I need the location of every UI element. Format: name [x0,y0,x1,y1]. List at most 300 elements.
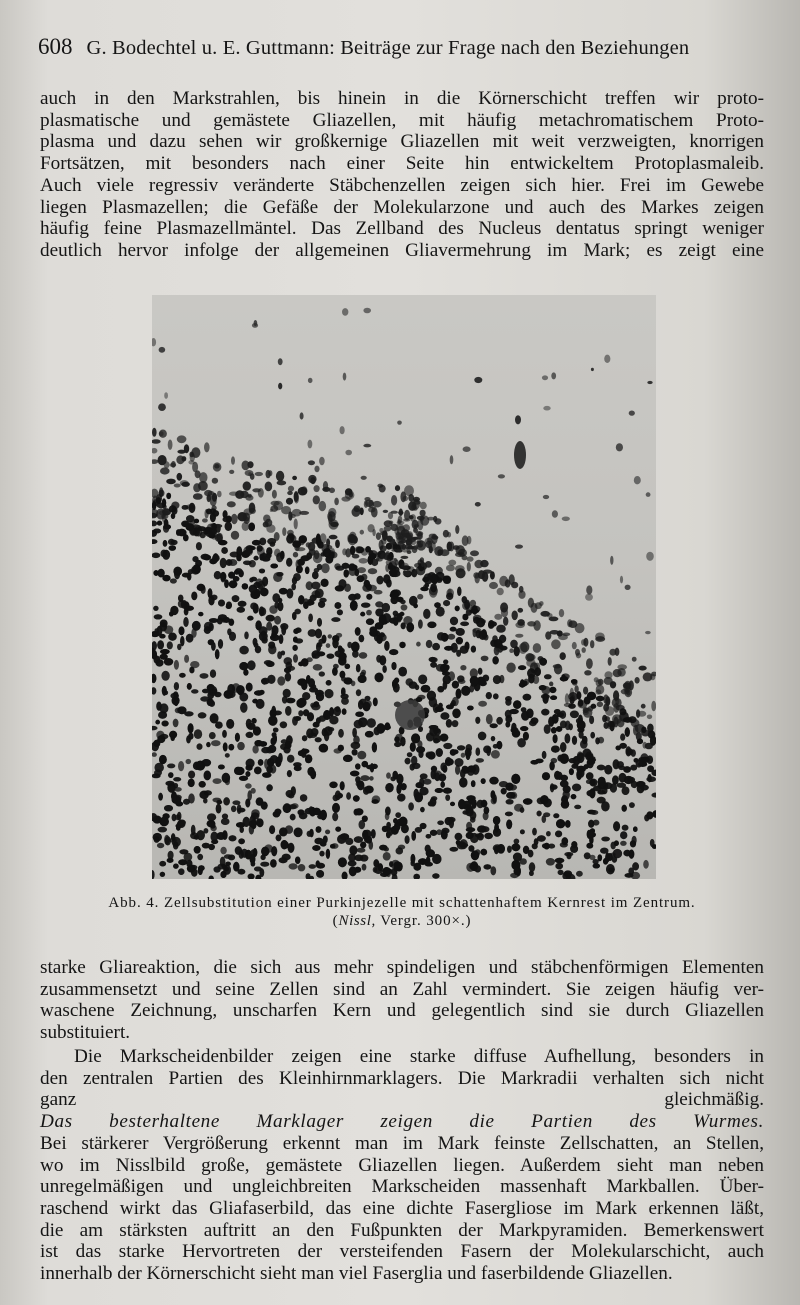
cell-nucleus [462,596,467,603]
cell-nucleus [405,758,411,765]
cell-nucleus [366,610,372,616]
cell-nucleus [293,654,298,663]
cell-nucleus [158,793,163,801]
cell-nucleus [248,546,255,550]
cell-nucleus [634,758,639,763]
cell-nucleus [252,745,258,753]
cell-nucleus [465,808,473,816]
cell-nucleus [234,570,240,575]
text-line: raschend wirkt das Gliafaserbild, das eine dichte Fasergliose im Mark erkennen läßt, [40,1197,764,1219]
cell-nucleus [338,857,347,867]
cell-nucleus [160,467,170,474]
cell-nucleus [272,490,277,499]
cell-nucleus [376,532,381,540]
cell-nucleus [153,833,162,842]
cell-nucleus [225,522,232,531]
cell-nucleus [283,689,291,698]
cell-nucleus [461,686,470,696]
cell-nucleus [570,711,579,719]
cell-nucleus [625,585,631,590]
cell-nucleus [620,576,623,584]
cell-nucleus [408,802,414,810]
cell-nucleus [394,864,399,872]
cell-nucleus [431,770,436,780]
cell-nucleus [590,640,594,648]
cell-nucleus [167,858,174,863]
text-line: auch in den Markstrahlen, bis hinein in die Körnerschicht treffen wir proto- [40,88,764,109]
cell-nucleus [549,682,553,687]
cell-nucleus [513,853,522,862]
cell-nucleus [204,442,210,452]
cell-nucleus [294,493,299,504]
cell-nucleus [246,732,254,738]
cell-nucleus [323,836,328,844]
cell-nucleus [409,596,418,606]
micrograph-figure [152,295,656,879]
cell-nucleus [223,742,228,751]
cell-nucleus [201,554,210,560]
cell-nucleus [187,573,191,581]
cell-nucleus [553,813,559,818]
text-line: wo im Nisslbild große, gemästete Gliazellen liegen. Außerdem sieht man neben [40,1154,764,1176]
cell-nucleus [615,648,620,656]
cell-nucleus [414,570,417,575]
cell-nucleus [417,532,423,539]
cell-nucleus [561,800,569,809]
cell-nucleus [427,622,436,629]
cell-nucleus [646,492,651,497]
cell-nucleus [363,444,371,448]
cell-nucleus [251,861,256,866]
cell-nucleus [236,554,241,561]
cell-nucleus [356,547,364,554]
cell-nucleus [226,559,233,566]
cell-nucleus [401,622,406,629]
cell-nucleus [235,733,240,742]
cell-nucleus [612,775,619,784]
cell-nucleus [587,790,595,796]
cell-nucleus [481,849,488,856]
cell-nucleus [344,569,349,577]
cell-nucleus [231,514,238,524]
cell-nucleus [355,712,364,717]
cell-nucleus [421,561,424,567]
cell-nucleus [486,692,492,699]
cell-nucleus [259,606,265,616]
running-title: G. Bodechtel u. E. Guttmann: Beiträge zur Frage nach den Beziehungen [86,37,690,59]
cell-nucleus [481,656,489,662]
cell-nucleus [586,658,593,669]
cell-nucleus [420,516,424,522]
cell-nucleus [238,570,243,577]
cell-nucleus [460,622,469,627]
cell-nucleus [445,758,454,765]
cell-nucleus [391,549,397,552]
cell-nucleus [448,560,456,566]
cell-nucleus [392,589,401,596]
cell-nucleus [466,832,474,839]
cell-nucleus [361,603,370,608]
cell-nucleus [297,559,305,566]
cell-nucleus [178,595,183,602]
cell-nucleus [365,731,374,738]
cell-nucleus [533,643,541,653]
caption-magnification: Vergr. 300×.) [380,913,472,929]
cell-nucleus [436,607,445,617]
cell-nucleus [363,308,371,314]
cell-nucleus [567,619,572,627]
cell-nucleus [354,720,363,729]
cell-nucleus [319,457,325,466]
cell-nucleus [546,831,551,836]
cell-nucleus [245,771,250,777]
cell-nucleus [468,845,474,851]
cell-nucleus [535,667,541,676]
cell-nucleus [604,671,612,679]
cell-nucleus [490,723,498,728]
cell-nucleus [494,614,502,620]
cell-nucleus [177,473,183,481]
cell-nucleus [394,736,399,742]
cell-nucleus [496,717,503,725]
cell-nucleus [306,581,313,590]
cell-nucleus [560,775,568,781]
cell-nucleus [393,611,398,617]
cell-nucleus [239,662,248,670]
cell-nucleus [188,723,194,733]
cell-nucleus [519,643,528,654]
cell-nucleus [383,510,388,513]
cell-nucleus [352,650,359,658]
cell-nucleus [391,826,399,835]
cell-nucleus [317,564,322,570]
cell-nucleus [435,788,444,793]
cell-nucleus [194,729,202,739]
cell-nucleus [548,717,554,727]
cell-nucleus [158,403,166,411]
cell-nucleus [223,797,230,805]
cell-nucleus [166,493,171,499]
cell-nucleus [420,502,427,510]
cell-nucleus [467,556,474,561]
cell-nucleus [560,652,566,660]
cell-nucleus [478,732,486,741]
cell-nucleus [286,662,293,670]
cell-nucleus [635,677,640,684]
cell-nucleus [174,682,179,690]
cell-nucleus [443,743,452,749]
cell-nucleus [363,702,371,712]
cell-nucleus [180,480,189,486]
cell-nucleus [503,617,508,626]
cell-nucleus [598,679,604,686]
cell-nucleus [385,783,393,792]
cell-nucleus [327,511,335,522]
cell-nucleus [484,807,490,815]
cell-nucleus [559,609,564,617]
cell-nucleus [155,628,160,633]
cell-nucleus [434,546,443,556]
cell-nucleus [346,792,351,799]
cell-nucleus [472,605,478,615]
cell-nucleus [209,558,217,564]
cell-nucleus [215,722,223,729]
cell-nucleus [399,509,403,516]
cell-nucleus [355,763,360,769]
cell-nucleus [590,732,595,739]
cell-nucleus [597,797,606,804]
cell-nucleus [372,742,377,752]
cell-nucleus [383,852,391,861]
cell-nucleus [338,652,346,661]
cell-nucleus [432,576,438,585]
cell-nucleus [546,858,555,866]
cell-nucleus [551,727,557,733]
cell-nucleus [300,412,304,419]
cell-nucleus [282,527,286,536]
cell-nucleus [286,558,292,567]
cell-nucleus [335,540,340,549]
cell-nucleus [298,595,304,604]
cell-nucleus [182,505,189,510]
cell-nucleus [319,744,328,753]
cell-nucleus [569,768,574,775]
cell-nucleus [332,638,338,648]
cell-nucleus [614,840,619,846]
cell-nucleus [309,806,314,815]
cell-nucleus [579,731,584,739]
caption-paren: ( [332,913,339,929]
cell-nucleus [420,587,428,591]
cell-nucleus [483,570,492,574]
cell-nucleus [240,703,247,713]
cell-nucleus [357,751,366,760]
cell-nucleus [255,472,263,476]
cell-nucleus [312,571,319,579]
cell-nucleus [397,421,402,425]
cell-nucleus [526,659,535,667]
cell-nucleus [203,798,207,804]
cell-nucleus [610,721,615,731]
cell-nucleus [408,546,412,549]
cell-nucleus [619,773,627,783]
cell-nucleus [260,862,269,867]
cell-nucleus [296,699,305,708]
cell-nucleus [606,864,615,874]
cell-nucleus [455,565,465,572]
cell-nucleus [312,653,316,658]
cell-nucleus [186,523,194,531]
cell-nucleus [371,829,376,838]
cell-nucleus [340,426,345,434]
cell-nucleus [342,308,348,316]
cell-nucleus [543,812,550,817]
cell-nucleus [167,764,175,769]
cell-nucleus [232,595,240,602]
cell-nucleus [362,864,367,871]
cell-nucleus [475,502,481,507]
cell-nucleus [623,850,631,857]
cell-nucleus [404,571,411,576]
cell-nucleus [459,777,467,787]
cell-nucleus [470,550,479,556]
cell-nucleus [571,794,577,799]
cell-nucleus [330,844,335,849]
cell-nucleus [238,838,245,844]
cell-nucleus [544,674,552,679]
cell-nucleus [577,691,582,699]
cell-nucleus [595,737,600,744]
cell-nucleus [174,660,179,670]
cell-nucleus [301,680,307,690]
cell-nucleus [239,776,248,781]
cell-nucleus [420,510,426,517]
text-line: unregelmäßigen und ungleichbreiten Markscheiden massenhaft Markballen. Über- [40,1176,764,1198]
cell-nucleus [156,659,164,666]
cell-nucleus [279,634,284,644]
cell-nucleus [398,667,407,677]
cell-nucleus [512,843,521,851]
cell-nucleus [450,455,454,464]
cell-nucleus [452,681,459,689]
cell-nucleus [523,694,532,701]
cell-nucleus [370,553,376,559]
cell-nucleus [329,716,338,725]
cell-nucleus [259,538,266,546]
cell-nucleus [386,831,391,838]
cell-nucleus [368,507,375,512]
text-line: deutlich hervor infolge der allgemeinen Gliavermehrung im Mark; es zeigt eine [40,239,764,261]
cell-nucleus [238,601,247,607]
cell-nucleus [418,619,423,628]
cell-nucleus [276,835,282,842]
cell-nucleus [528,674,534,684]
cell-nucleus [622,825,629,831]
cell-nucleus [193,483,201,492]
cell-nucleus [569,723,573,730]
cell-nucleus [357,575,365,582]
cell-nucleus [359,558,368,564]
cell-nucleus [391,596,399,604]
cell-nucleus [355,569,360,577]
cell-nucleus [227,501,236,507]
cell-nucleus [556,726,562,732]
cell-nucleus [639,666,647,671]
cell-nucleus [237,512,247,521]
cell-nucleus [481,800,488,808]
cell-nucleus [240,827,244,833]
cell-nucleus [338,729,344,738]
cell-nucleus [372,529,375,536]
cell-nucleus [507,846,512,853]
cell-nucleus [196,542,202,550]
cell-nucleus [271,706,276,716]
cell-nucleus [240,491,249,498]
cell-nucleus [223,517,232,523]
cell-nucleus [366,594,372,600]
cell-nucleus [578,768,584,777]
cell-nucleus [361,476,367,480]
cell-nucleus [496,625,506,633]
cell-nucleus [242,461,250,471]
cell-nucleus [433,735,441,743]
cell-nucleus [391,495,397,506]
cell-nucleus [552,510,558,517]
cell-nucleus [412,507,417,511]
cell-nucleus [259,632,268,642]
cell-nucleus [505,812,513,817]
cell-nucleus [169,731,177,739]
cell-nucleus [484,864,492,869]
cell-nucleus [379,528,383,533]
cell-nucleus [207,820,216,827]
cell-nucleus [270,634,280,641]
cell-nucleus [210,670,216,678]
cell-nucleus [583,638,588,647]
cell-nucleus [451,643,458,653]
cell-nucleus [198,526,206,531]
cell-nucleus [158,827,167,833]
cell-nucleus [279,857,288,863]
cell-nucleus [290,814,296,821]
cell-nucleus [515,415,521,424]
cell-nucleus [604,716,610,721]
cell-nucleus [401,824,409,833]
cell-nucleus [320,810,327,820]
cell-nucleus [386,772,391,778]
cell-nucleus [348,563,355,570]
cell-nucleus [553,734,558,743]
cell-nucleus [414,500,421,504]
cell-nucleus [455,833,463,841]
cell-nucleus [239,850,244,859]
cell-nucleus [586,772,594,779]
cell-nucleus [604,722,609,729]
cell-nucleus [492,656,498,664]
cell-nucleus [643,742,647,749]
cell-nucleus [252,718,257,724]
cell-nucleus [494,846,499,854]
cell-nucleus [338,745,344,752]
cell-nucleus [172,696,180,705]
cell-nucleus [452,709,460,719]
cell-nucleus [531,603,538,613]
cell-nucleus [598,854,603,861]
cell-nucleus [155,720,160,725]
cell-nucleus [292,716,298,725]
cell-nucleus [198,612,203,616]
cell-nucleus [393,683,400,693]
cell-nucleus [629,802,635,808]
cell-nucleus [218,765,225,770]
cell-nucleus [572,736,577,745]
cell-nucleus [445,795,450,801]
cell-nucleus [515,634,523,638]
cell-nucleus [373,630,380,636]
cell-nucleus [506,792,516,799]
caption-stain: Nissl, [338,913,376,929]
cell-nucleus [195,470,201,478]
cell-nucleus [640,785,649,791]
cell-nucleus [160,649,170,654]
cell-nucleus [484,833,493,839]
cell-nucleus [362,816,368,822]
cell-nucleus [376,576,383,585]
cell-nucleus [461,753,466,758]
cell-nucleus [596,689,602,694]
cell-nucleus [462,614,468,621]
cell-nucleus [277,480,287,485]
